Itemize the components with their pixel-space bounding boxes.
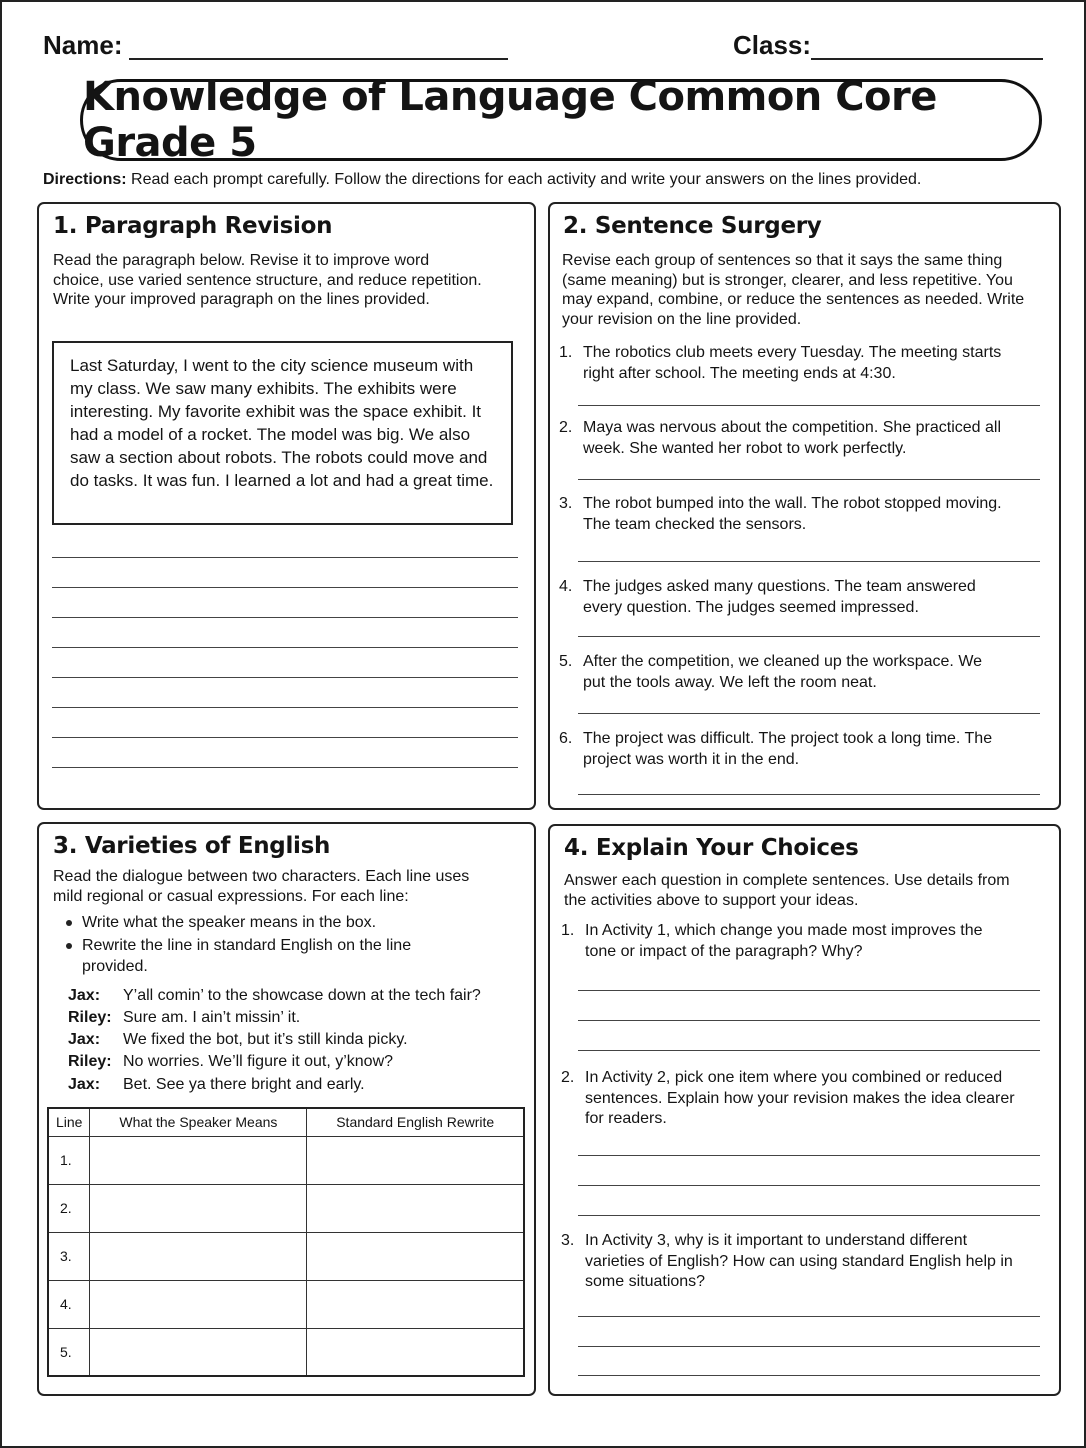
original-paragraph-box: Last Saturday, I went to the city science museum with my class. We saw many exhibits. The exhibits were interesting. My favorite exhibit was the space exhibit. It had a model of a rocket. The model was big. We also saw a section about robots. The robots could move and do tasks. It was fun. I learned a lot and had a great time. [52,341,513,525]
answer-line[interactable] [578,405,1040,406]
answer-line[interactable] [578,1346,1040,1347]
bullet-text: Write what the speaker means in the box. [82,914,377,931]
item-number: 5. [559,653,573,670]
table-header-row [48,1108,524,1136]
speaker-name: Jax: [68,1076,101,1093]
section4-instructions: Answer each question in complete sentences. Use details from the activities above to support your ideas. [564,872,1010,909]
rewrite-cell[interactable] [307,1280,524,1328]
item-number: 3. [559,495,573,512]
speaker-name: Riley: [68,1053,112,1070]
row-number: 3. [48,1232,90,1280]
table-row [48,1328,524,1376]
column-header-meaning: What the Speaker Means [90,1108,307,1136]
rewrite-cell[interactable] [307,1136,524,1184]
answer-line[interactable] [578,479,1040,480]
question-number: 2. [561,1069,575,1086]
answer-line[interactable] [578,1375,1040,1376]
question-number: 1. [561,922,575,939]
item-text: The robot bumped into the wall. The robot stopped moving. The team checked the sensors. [583,495,1002,533]
section4-title: 4. Explain Your Choices [564,835,859,861]
dialogue-text: No worries. We’ll figure it out, y’know? [123,1053,394,1070]
answer-line[interactable] [578,990,1040,991]
directions-label: Directions: [43,171,127,188]
row-number: 4. [48,1280,90,1328]
name-label: Name: [43,30,123,60]
row-number: 5. [48,1328,90,1376]
column-header-rewrite: Standard English Rewrite [307,1108,524,1136]
meaning-cell[interactable] [90,1280,307,1328]
question-text: In Activity 2, pick one item where you combined or reduced sentences. Explain how your revision makes the idea clearer for readers. [585,1069,1015,1127]
item-number: 1. [559,344,573,361]
bullet-dot [66,920,72,926]
question-text: In Activity 3, why is it important to understand different varieties of English? How can using standard English help in some situations? [585,1232,1013,1290]
table-row [48,1136,524,1184]
worksheet-title: Knowledge of Language Common Core Grade 5 [83,74,937,166]
answer-line[interactable] [578,1185,1040,1186]
item-number: 4. [559,578,573,595]
bullet-text: Rewrite the line in standard English on the line provided. [82,937,412,975]
item-number: 2. [559,419,573,436]
meaning-cell[interactable] [90,1136,307,1184]
answer-line[interactable] [52,617,518,618]
item-text: The judges asked many questions. The team answered every question. The judges seemed impressed. [583,578,976,616]
answer-line[interactable] [578,713,1040,714]
section2-title: 2. Sentence Surgery [563,213,822,239]
item-text: The robotics club meets every Tuesday. The meeting starts right after school. The meeting ends at 4:30. [583,344,1002,382]
class-label: Class: [733,30,812,60]
item-text: The project was difficult. The project took a long time. The project was worth it in the end. [583,730,993,768]
meaning-cell[interactable] [90,1184,307,1232]
directions [43,171,921,189]
item-text: Maya was nervous about the competition. She practiced all week. She wanted her robot to work perfectly. [583,419,1002,457]
rewrite-cell[interactable] [307,1328,524,1376]
section1-instructions: Read the paragraph below. Revise it to improve word choice, use varied sentence structure, and reduce repetition. Write your improved paragraph on the lines provided. [53,252,482,308]
dialogue-text: We fixed the bot, but it’s still kinda picky. [123,1031,408,1048]
question-number: 3. [561,1232,575,1249]
dialogue-text: Bet. See ya there bright and early. [123,1076,365,1093]
answer-line[interactable] [578,1020,1040,1021]
column-header-line: Line [48,1108,90,1136]
title-banner [80,74,1042,166]
section2-instructions: Revise each group of sentences so that it says the same thing (same meaning) but is stronger, clearer, and less repetitive. You may expand, combine, or reduce the sentences as needed. Write your revision on the line provided. [562,252,1025,328]
rewrite-cell[interactable] [307,1184,524,1232]
table-row [48,1280,524,1328]
dialogue-text: Sure am. I ain’t missin’ it. [123,1009,301,1026]
question-text: In Activity 1, which change you made most improves the tone or impact of the paragraph? Why? [585,922,983,960]
answer-line[interactable] [578,561,1040,562]
bullet-dot [66,943,72,949]
answer-line[interactable] [52,767,518,768]
answer-line[interactable] [52,587,518,588]
answer-line[interactable] [578,794,1040,795]
row-number: 2. [48,1184,90,1232]
answer-line[interactable] [578,636,1040,637]
answer-line[interactable] [52,557,518,558]
item-text: After the competition, we cleaned up the workspace. We put the tools away. We left the room neat. [583,653,983,691]
table-row [48,1184,524,1232]
class-field-line[interactable] [811,58,1043,60]
speaker-name: Riley: [68,1009,112,1026]
table-row [48,1232,524,1280]
name-field-line[interactable] [129,58,508,60]
rewrite-cell[interactable] [307,1232,524,1280]
row-number: 1. [48,1136,90,1184]
varieties-answer-table [47,1107,525,1377]
directions-text: Read each prompt carefully. Follow the directions for each activity and write your answers on the lines provided. [131,171,922,188]
meaning-cell[interactable] [90,1232,307,1280]
answer-line[interactable] [52,647,518,648]
speaker-name: Jax: [68,1031,101,1048]
dialogue-text: Y’all comin’ to the showcase down at the tech fair? [123,987,481,1004]
item-number: 6. [559,730,573,747]
answer-line[interactable] [52,737,518,738]
answer-line[interactable] [578,1050,1040,1051]
section3-title: 3. Varieties of English [53,833,331,859]
answer-line[interactable] [578,1155,1040,1156]
section3-instructions: Read the dialogue between two characters. Each line uses mild regional or casual expressions. For each line: [53,868,470,905]
speaker-name: Jax: [68,987,101,1004]
section1-title: 1. Paragraph Revision [53,213,333,239]
answer-line[interactable] [52,707,518,708]
answer-line[interactable] [578,1316,1040,1317]
answer-line[interactable] [578,1215,1040,1216]
answer-line[interactable] [52,677,518,678]
meaning-cell[interactable] [90,1328,307,1376]
